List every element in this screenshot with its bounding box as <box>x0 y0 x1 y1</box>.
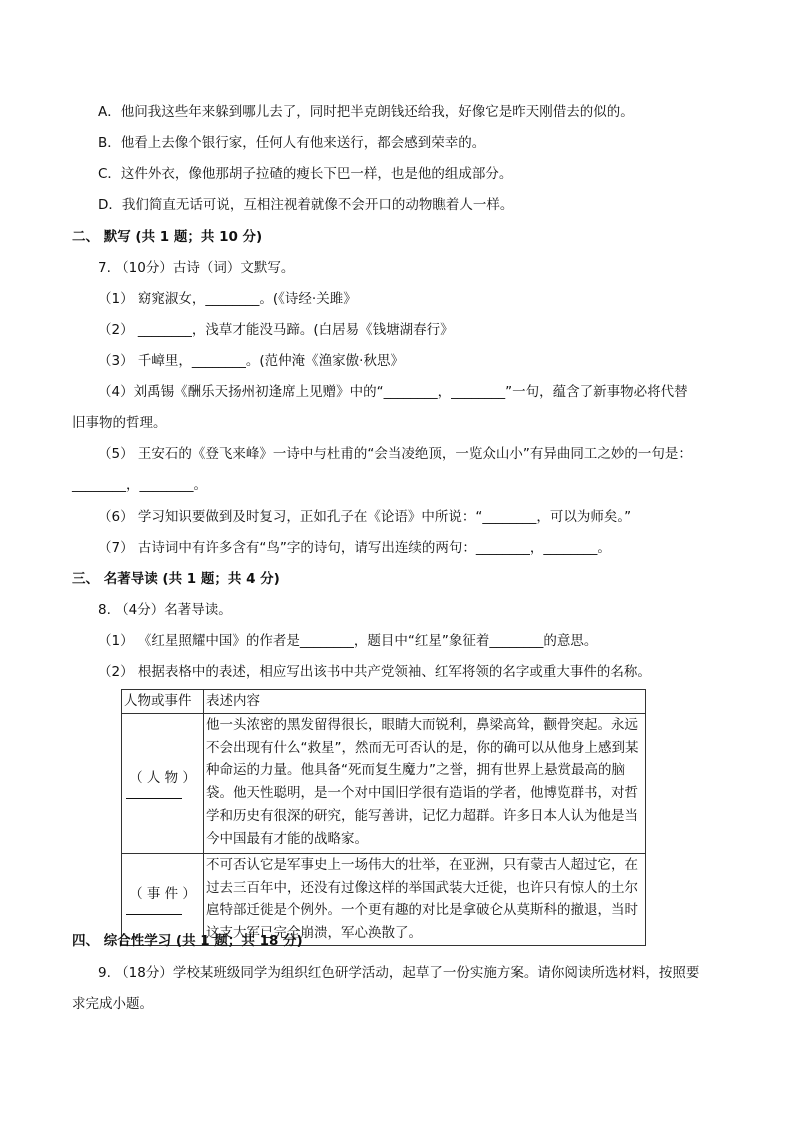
table-header-cell: 表述内容 <box>204 690 646 714</box>
question-9-line-1: 9. （18分）学校某班级同学为组织红色研学活动，起草了一份实施方案。请你阅读所选材料，按照要 <box>98 965 700 981</box>
q7-item-1: （1） 窈窕淑女，________。(《诗经·关雎》 <box>98 291 357 307</box>
table-row <box>122 713 646 853</box>
option-c: C．这件外衣，像他那胡子拉碴的瘦长下巴一样，也是他的组成部分。 <box>98 166 513 182</box>
option-a: A．他问我这些年来躲到哪儿去了，同时把半克朗钱还给我，好像它是昨天刚借去的似的。 <box>98 104 634 120</box>
answer-blank <box>126 908 182 915</box>
reading-table <box>121 689 646 946</box>
table-header-cell: 人物或事件 <box>122 690 204 714</box>
table-content-cell: 不可否认它是军事史上一场伟大的壮举，在亚洲，只有蒙古人超过它，在过去三百年中，还没有过像这样的举国武装大迁徙，也许只有惊人的土尔扈特部迁徙是个例外。一个更有趣的对比是拿破仑从莫斯科的撤退，当时这支大军已完全崩溃，军心涣散了。 <box>204 853 646 945</box>
q7-item-4: （4）刘禹锡《酬乐天扬州初逢席上见赠》中的“________，________”一句，蕴含了新事物必将代替 <box>98 384 688 400</box>
question-9-line-2: 求完成小题。 <box>72 996 153 1012</box>
option-b: B．他看上去像个银行家，任何人有他来送行，都会感到荣幸的。 <box>98 135 486 151</box>
q7-item-7: （7） 古诗词中有许多含有“鸟”字的诗句，请写出连续的两句：________，________。 <box>98 540 611 556</box>
q7-item-4-cont: 旧事物的哲理。 <box>72 415 167 431</box>
row-label-person: （ 人 物 ） <box>129 770 196 787</box>
answer-blank <box>126 792 182 799</box>
section-3-title: 三、 名著导读 (共 1 题；共 4 分) <box>72 571 280 587</box>
section-2-title: 二、 默写 (共 1 题；共 10 分) <box>72 229 263 245</box>
q7-item-6: （6） 学习知识要做到及时复习，正如孔子在《论语》中所说：“________，可以为师矣。” <box>98 509 632 525</box>
row-label-event: （ 事 件 ） <box>129 886 196 903</box>
q7-item-3: （3） 千嶂里，________。(范仲淹《渔家傲·秋思》 <box>98 353 404 369</box>
table-label-cell <box>122 713 204 853</box>
question-8: 8. （4分）名著导读。 <box>98 602 232 618</box>
q7-item-5-cont: ________，________。 <box>72 477 207 493</box>
q8-item-1: （1） 《红星照耀中国》的作者是________，题目中“红星”象征着________的意思。 <box>98 633 598 649</box>
table-header-row <box>122 690 646 714</box>
question-7: 7. （10分）古诗（词）文默写。 <box>98 260 295 276</box>
q7-item-2: （2） ________，浅草才能没马蹄。(白居易《钱塘湖春行》 <box>98 322 454 338</box>
option-d: D．我们简直无话可说，互相注视着就像不会开口的动物瞧着人一样。 <box>98 197 514 213</box>
q8-item-2: （2） 根据表格中的表述，相应写出该书中共产党领袖、红军将领的名字或重大事件的名称。 <box>98 664 651 680</box>
q7-item-5: （5） 王安石的《登飞来峰》一诗中与杜甫的“会当凌绝顶，一览众山小”有异曲同工之妙的一句是： <box>98 446 692 462</box>
table-content-cell: 他一头浓密的黑发留得很长，眼睛大而锐利，鼻梁高耸，颧骨突起。永远不会出现有什么“救星”，然而无可否认的是，你的确可以从他身上感到某种命运的力量。他具备“死而复生魔力”之誉，拥有世界上悬赏最高的脑袋。他天性聪明，是一个对中国旧学很有造诣的学者，他博览群书，对哲学和历史有很深的研究，能写善讲，记忆力超群。许多日本人认为他是当今中国最有才能的战略家。 <box>204 713 646 853</box>
section-4-title: 四、 综合性学习 (共 1 题；共 18 分) <box>72 933 303 949</box>
